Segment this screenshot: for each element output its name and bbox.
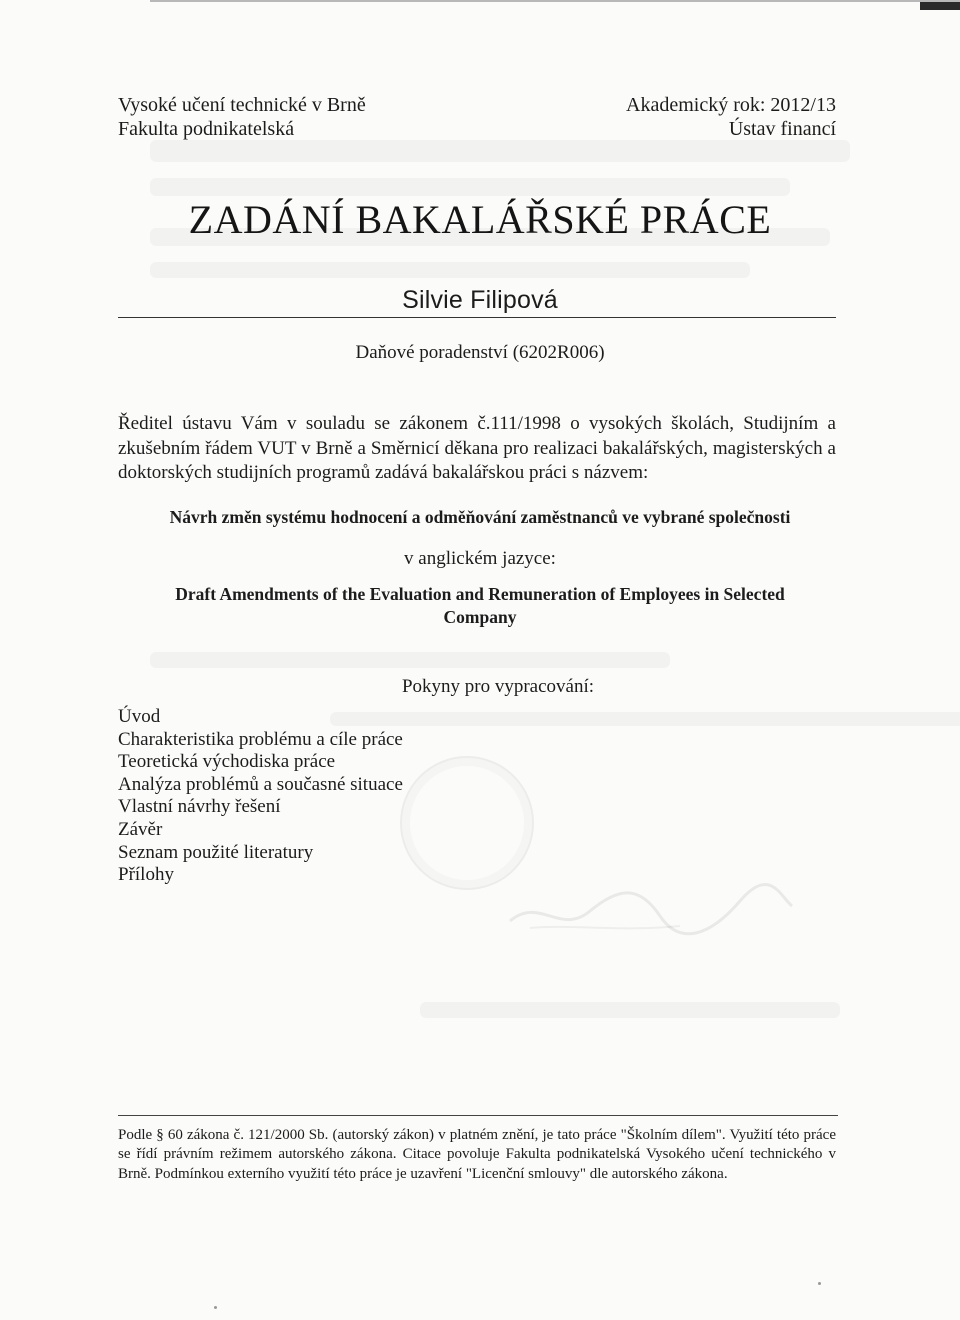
outline-item: Analýza problémů a současné situace — [118, 773, 403, 795]
thesis-title-english-line: Draft Amendments of the Evaluation and Remuneration of Employees in Selected — [175, 584, 785, 604]
name-underline — [118, 317, 836, 318]
header-right — [626, 93, 836, 141]
thesis-title-english-line: Company — [443, 607, 517, 627]
university-name: Vysoké učení technické v Brně — [118, 94, 366, 116]
intro-line: doktorských studijních programů zadává bakalářskou práci s názvem: — [118, 462, 649, 483]
header-left — [118, 93, 366, 141]
legal-notice: Podle § 60 zákona č. 121/2000 Sb. (autorský zákon) v platném znění, je tato práce "Školním dílem". Využití této práce se řídí právním režimem autorského zákona. Citace povoluje Fakulta podnikatelská Vysokého učení technického v Brně. Podmínkou externího využití této práce je uzavření "Licenční smlouvy" dle autorského zákona. — [118, 1127, 836, 1182]
thesis-title-english — [130, 583, 830, 629]
document-title: ZADÁNÍ BAKALÁŘSKÉ PRÁCE — [188, 197, 772, 242]
thesis-title-czech: Návrh změn systému hodnocení a odměňování zaměstnanců ve vybrané společnosti — [169, 507, 791, 527]
faded-signature-icon — [500, 866, 800, 946]
institute-name: Ústav financí — [728, 118, 836, 140]
intro-line: zkušebním řádem VUT v Brně a Směrnicí děkana pro realizaci bakalářských, magisterských a — [118, 437, 836, 459]
intro-paragraph — [118, 412, 836, 486]
bleed-through — [420, 1002, 840, 1018]
scan-top-edge — [150, 0, 960, 2]
bleed-through — [150, 262, 750, 278]
outline-item: Úvod — [118, 706, 161, 727]
outline-item: Závěr — [118, 818, 163, 840]
outline-item: Charakteristika problému a cíle práce — [118, 728, 403, 750]
instructions-title: Pokyny pro vypracování: — [401, 676, 595, 697]
outline-item: Přílohy — [118, 864, 174, 886]
bleed-through — [150, 652, 670, 668]
bleed-through — [330, 712, 960, 726]
faculty-name: Fakulta podnikatelská — [118, 118, 295, 140]
student-name: Silvie Filipová — [402, 286, 558, 314]
scan-speck — [818, 1282, 821, 1285]
english-label: v anglickém jazyce: — [404, 548, 556, 569]
footer-rule — [118, 1115, 838, 1116]
thesis-outline — [118, 706, 403, 887]
outline-item: Seznam použité literatury — [118, 841, 314, 863]
intro-line: Ředitel ústavu Vám v souladu se zákonem č.111/1998 o vysokých školách, Studijním a — [118, 413, 836, 434]
bleed-through — [150, 178, 790, 196]
outline-item: Vlastní návrhy řešení — [118, 796, 281, 818]
scan-speck — [214, 1306, 217, 1309]
bleed-through — [150, 140, 850, 162]
scan-corner-mark — [920, 2, 960, 10]
study-program: Daňové poradenství (6202R006) — [355, 342, 605, 363]
outline-item: Teoretická východiska práce — [118, 751, 336, 773]
academic-year: Akademický rok: 2012/13 — [626, 94, 836, 116]
